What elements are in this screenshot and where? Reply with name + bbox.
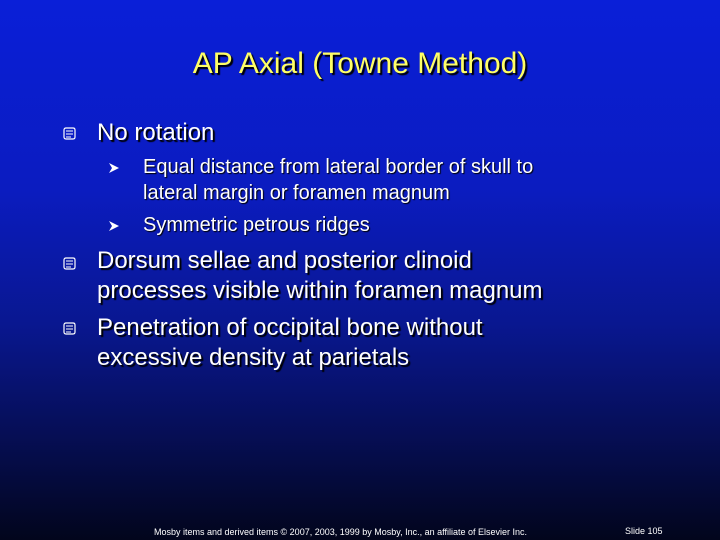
sub-bullet-symmetric-petrous: Symmetric petrous ridges [143,214,370,236]
bullet-no-rotation: No rotation [97,119,215,146]
arrow-bullet-icon [108,220,120,232]
scroll-bullet-icon [62,257,76,271]
bullet-penetration-line-1: Penetration of occipital bone without [97,314,483,341]
slide-number: Slide 105 [625,526,663,536]
bullet-penetration-line-2: excessive density at parietals [97,344,410,371]
scroll-bullet-icon [62,127,76,141]
copyright-footer: Mosby items and derived items © 2007, 2003, 1999 by Mosby, Inc., an affiliate of Elsevier Inc. [154,527,527,537]
sub-bullet-equal-distance-line-1: Equal distance from lateral border of skull to [143,156,534,178]
arrow-bullet-icon [108,162,120,174]
bullet-dorsum-sellae-line-2: processes visible within foramen magnum [97,277,543,304]
scroll-bullet-icon [62,322,76,336]
sub-bullet-equal-distance-line-2: lateral margin or foramen magnum [143,182,450,204]
bullet-dorsum-sellae-line-1: Dorsum sellae and posterior clinoid [97,247,472,274]
slide-title: AP Axial (Towne Method) [192,47,528,80]
